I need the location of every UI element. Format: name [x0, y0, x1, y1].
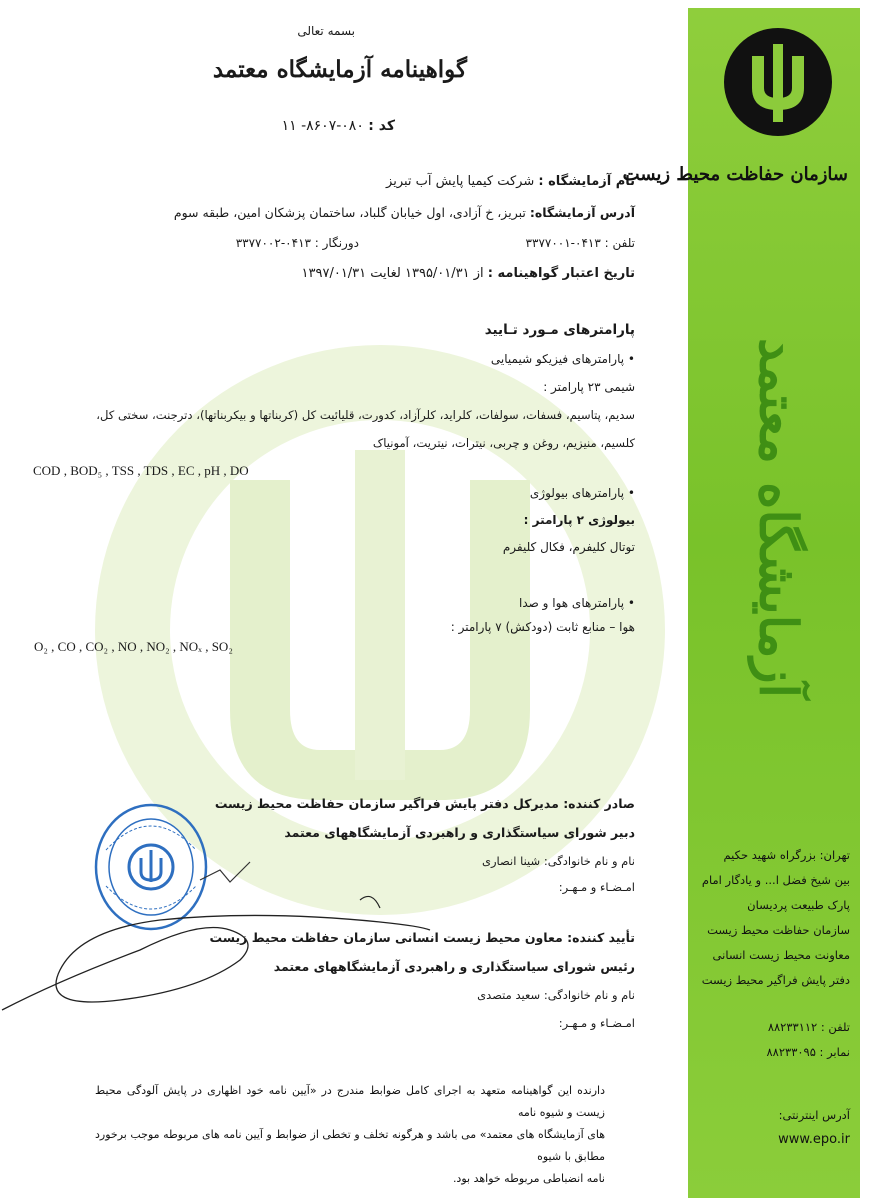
physchem-title: • پارامترهای فیزیکو شیمیایی [490, 352, 635, 366]
footer-line-3: نامه انضباطی مربوطه خواهد بود. [452, 1172, 605, 1185]
approver-sign: امـضـاء و مـهـر: [558, 1016, 635, 1030]
air-line: هوا – منابع ثابت (دودکش) ۷ پارامتر : [450, 620, 635, 634]
lab-fax-label: دورنگار : [314, 236, 359, 250]
sidebar-web-label: آدرس اینترنتی: [778, 1108, 850, 1122]
invocation: بسمه تعالی [297, 24, 355, 38]
issuer-title-1: مدیرکل دفتر پایش فراگیر سازمان حفاظت محیط زیست [214, 796, 559, 811]
environment-org-logo [722, 26, 834, 144]
params-heading: پارامترهای مـورد تـایید [484, 322, 635, 338]
sidebar-address-1: تهران: بزرگراه شهید حکیم [723, 848, 850, 862]
vertical-title [748, 238, 808, 798]
sidebar-address-6: دفتر پایش فراگیر محیط زیست [701, 973, 850, 987]
code-label: کد : [368, 118, 395, 134]
page-title: گواهینامه آزمایشگاه معتمد [212, 56, 467, 83]
air-codes: O₂ , CO , CO₂ , NO , NO₂ , NOₓ , SO₂ [34, 639, 233, 654]
lab-phone-row [526, 236, 635, 250]
code-value: ۰۸۰-۸۶۰۷- ۱۱ [281, 118, 364, 134]
bio-title: • پارامترهای بیولوژی [529, 486, 635, 500]
lab-phone-label: تلفن : [604, 236, 635, 250]
validity-label: تاریخ اعتبار گواهینامه : [487, 266, 635, 281]
footer-note [95, 1080, 605, 1190]
chem-line-1: سدیم، پتاسیم، فسفات، سولفات، کلراید، کلرآزاد، کدورت، قلیائیت کل (کربناتها و بیکربناتها)، دترجنت، سختی کل، [96, 408, 635, 422]
approver-title-2: رئیس شورای سیاستگذاری و راهبردی آزمایشگاههای معتمد [273, 959, 635, 974]
org-name: سازمان حفاظت محیط زیست [622, 164, 848, 185]
chem-line-2: کلسیم، منیزیم، روغن و چربی، نیترات، نیتریت، آمونیاک [372, 436, 635, 450]
sidebar-address-5: معاونت محیط زیست انسانی [712, 948, 850, 962]
issuer-sign: امـضـاء و مـهـر: [558, 880, 635, 894]
approver-title-1: معاون محیط زیست انسانی سازمان حفاظت محیط زیست [209, 930, 563, 945]
lab-name-row [386, 174, 635, 189]
bio-list: توتال کلیفرم، فکال کلیفرم [502, 540, 635, 554]
green-sidebar [622, 8, 860, 1198]
sidebar-phone: تلفن : ۸۸۲۳۳۱۱۲ [767, 1020, 850, 1034]
air-title: • پارامترهای هوا و صدا [519, 596, 635, 610]
footer-line-2: های آزمایشگاه های معتمد» می باشد و هرگونه تخلف و تخطی از ضوابط و آیین نامه های مربوطه موجب برخورد مطابق با شیوه [95, 1128, 605, 1163]
lab-fax-value: ۰۴۱۳-۳۳۷۷۰۰۲ [235, 236, 311, 250]
sidebar-address-2: بین شیخ فضل ا... و یادگار امام [701, 873, 850, 887]
handwritten-signatures [0, 860, 440, 1030]
lab-phone-value: ۰۴۱۳-۳۳۷۷۰۰۱ [525, 236, 601, 250]
issuer-label: صادر کننده: [563, 796, 635, 811]
chem-count: شیمی ۲۳ پارامتر : [543, 380, 635, 394]
lab-address-row [174, 205, 635, 220]
sidebar-address-3: پارک طبیعت پردیسان [747, 898, 850, 912]
bio-count: بیولوژی ۲ پارامتر : [523, 513, 635, 527]
lab-name-value: شرکت کیمیا پایش آب تبریز [386, 174, 535, 189]
validity-row [302, 266, 635, 281]
lab-name-label: نام آزمایشگاه : [538, 174, 635, 189]
approver-name: نام و نام خانوادگی: سعید متصدی [477, 988, 635, 1002]
issuer-title-2: دبیر شورای سیاستگذاری و راهبردی آزمایشگاههای معتمد [284, 825, 635, 840]
footer-line-1: دارنده این گواهینامه متعهد به اجرای کامل ضوابط مندرج در «آیین نامه خود اظهاری در پایش آلودگی محیط زیست و شیوه نامه [95, 1084, 605, 1119]
lab-address-label: آدرس آزمایشگاه: [529, 205, 635, 220]
lab-fax-row [236, 236, 359, 250]
chem-codes: COD , BOD₅ , TSS , TDS , EC , pH , DO [33, 463, 249, 478]
issuer-line-1 [215, 796, 635, 811]
approver-label: تأیید کننده: [567, 930, 635, 945]
sidebar-address-4: سازمان حفاظت محیط زیست [707, 923, 850, 937]
certificate-code [282, 118, 395, 134]
issuer-name: نام و نام خانوادگی: شینا انصاری [482, 854, 635, 868]
vertical-title-text: آزمایشگاه معتمد [747, 337, 809, 699]
sidebar-web-url[interactable]: www.epo.ir [778, 1132, 850, 1147]
sidebar-fax: نمابر : ۸۸۲۳۳۰۹۵ [766, 1045, 850, 1059]
validity-value: از ۱۳۹۵/۰۱/۳۱ لغایت ۱۳۹۷/۰۱/۳۱ [301, 266, 484, 281]
lab-address-value: تبریز، خ آزادی، اول خیابان گلباد، ساختمان پزشکان امین، طبقه سوم [173, 205, 526, 220]
